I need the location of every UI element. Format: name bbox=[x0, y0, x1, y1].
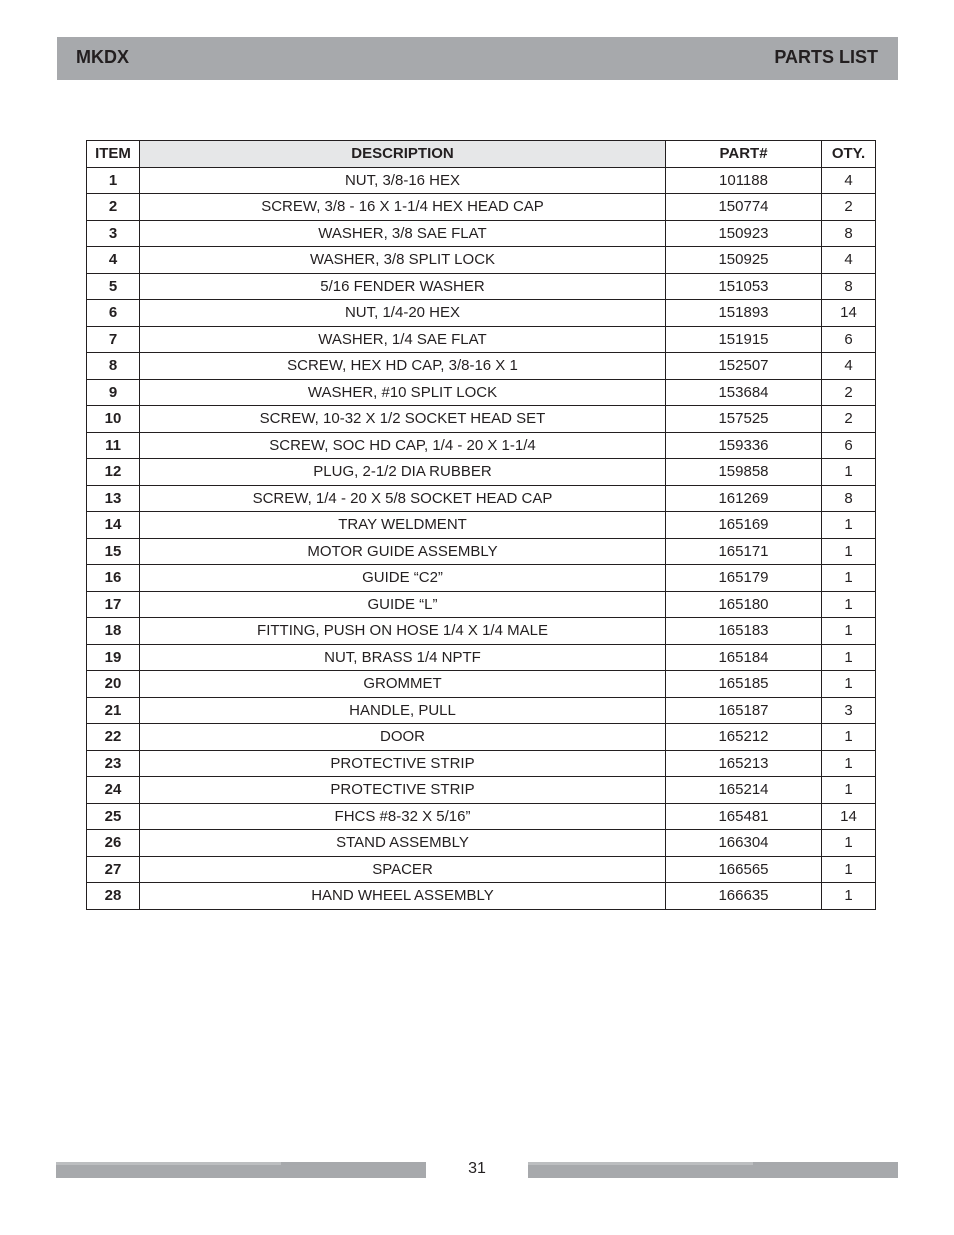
description-cell: SCREW, 3/8 - 16 X 1-1/4 HEX HEAD CAP bbox=[140, 194, 666, 221]
part-number-cell: 157525 bbox=[666, 406, 822, 433]
quantity-cell: 1 bbox=[822, 644, 876, 671]
quantity-cell: 8 bbox=[822, 485, 876, 512]
part-number-cell: 159858 bbox=[666, 459, 822, 486]
description-cell: FHCS #8-32 X 5/16” bbox=[140, 803, 666, 830]
part-number-cell: 151893 bbox=[666, 300, 822, 327]
header-description: DESCRIPTION bbox=[140, 141, 666, 168]
quantity-cell: 1 bbox=[822, 671, 876, 698]
description-cell: PLUG, 2-1/2 DIA RUBBER bbox=[140, 459, 666, 486]
part-number-cell: 166565 bbox=[666, 856, 822, 883]
description-cell: WASHER, 3/8 SPLIT LOCK bbox=[140, 247, 666, 274]
quantity-cell: 1 bbox=[822, 724, 876, 751]
part-number-cell: 165171 bbox=[666, 538, 822, 565]
part-number-cell: 165179 bbox=[666, 565, 822, 592]
part-number-cell: 150774 bbox=[666, 194, 822, 221]
quantity-cell: 1 bbox=[822, 591, 876, 618]
table-row bbox=[87, 565, 876, 592]
quantity-cell: 1 bbox=[822, 830, 876, 857]
quantity-cell: 8 bbox=[822, 220, 876, 247]
parts-table-body bbox=[87, 167, 876, 909]
page-number: 31 bbox=[468, 1160, 486, 1177]
part-number-cell: 151053 bbox=[666, 273, 822, 300]
table-row bbox=[87, 883, 876, 910]
table-row bbox=[87, 724, 876, 751]
table-row bbox=[87, 300, 876, 327]
description-cell: FITTING, PUSH ON HOSE 1/4 X 1/4 MALE bbox=[140, 618, 666, 645]
table-row bbox=[87, 194, 876, 221]
table-row bbox=[87, 432, 876, 459]
part-number-cell: 165169 bbox=[666, 512, 822, 539]
item-cell: 4 bbox=[87, 247, 140, 274]
item-cell: 6 bbox=[87, 300, 140, 327]
item-cell: 19 bbox=[87, 644, 140, 671]
item-cell: 1 bbox=[87, 167, 140, 194]
header-quantity: OTY. bbox=[822, 141, 876, 168]
part-number-cell: 152507 bbox=[666, 353, 822, 380]
part-number-cell: 165481 bbox=[666, 803, 822, 830]
item-cell: 28 bbox=[87, 883, 140, 910]
part-number-cell: 165185 bbox=[666, 671, 822, 698]
item-cell: 22 bbox=[87, 724, 140, 751]
description-cell: GUIDE “C2” bbox=[140, 565, 666, 592]
item-cell: 13 bbox=[87, 485, 140, 512]
item-cell: 11 bbox=[87, 432, 140, 459]
item-cell: 17 bbox=[87, 591, 140, 618]
item-cell: 23 bbox=[87, 750, 140, 777]
description-cell: WASHER, 3/8 SAE FLAT bbox=[140, 220, 666, 247]
table-row bbox=[87, 856, 876, 883]
footer-bar-left bbox=[56, 1162, 426, 1178]
quantity-cell: 1 bbox=[822, 459, 876, 486]
table-row bbox=[87, 697, 876, 724]
quantity-cell: 1 bbox=[822, 618, 876, 645]
table-row bbox=[87, 379, 876, 406]
footer-bar-right bbox=[528, 1162, 898, 1178]
part-number-cell: 150923 bbox=[666, 220, 822, 247]
model-title: MKDX bbox=[76, 47, 129, 67]
part-number-cell: 165212 bbox=[666, 724, 822, 751]
table-row bbox=[87, 644, 876, 671]
table-row bbox=[87, 803, 876, 830]
item-cell: 2 bbox=[87, 194, 140, 221]
description-cell: HANDLE, PULL bbox=[140, 697, 666, 724]
quantity-cell: 4 bbox=[822, 167, 876, 194]
item-cell: 26 bbox=[87, 830, 140, 857]
table-row bbox=[87, 326, 876, 353]
quantity-cell: 8 bbox=[822, 273, 876, 300]
quantity-cell: 14 bbox=[822, 803, 876, 830]
table-row bbox=[87, 618, 876, 645]
quantity-cell: 2 bbox=[822, 194, 876, 221]
description-cell: SCREW, 1/4 - 20 X 5/8 SOCKET HEAD CAP bbox=[140, 485, 666, 512]
quantity-cell: 14 bbox=[822, 300, 876, 327]
part-number-cell: 161269 bbox=[666, 485, 822, 512]
quantity-cell: 1 bbox=[822, 512, 876, 539]
description-cell: NUT, 1/4-20 HEX bbox=[140, 300, 666, 327]
table-row bbox=[87, 273, 876, 300]
part-number-cell: 165184 bbox=[666, 644, 822, 671]
part-number-cell: 159336 bbox=[666, 432, 822, 459]
header-part-number: PART# bbox=[666, 141, 822, 168]
description-cell: NUT, 3/8-16 HEX bbox=[140, 167, 666, 194]
item-cell: 7 bbox=[87, 326, 140, 353]
item-cell: 21 bbox=[87, 697, 140, 724]
description-cell: SCREW, SOC HD CAP, 1/4 - 20 X 1-1/4 bbox=[140, 432, 666, 459]
quantity-cell: 2 bbox=[822, 379, 876, 406]
description-cell: GUIDE “L” bbox=[140, 591, 666, 618]
quantity-cell: 1 bbox=[822, 856, 876, 883]
quantity-cell: 2 bbox=[822, 406, 876, 433]
table-row bbox=[87, 750, 876, 777]
part-number-cell: 153684 bbox=[666, 379, 822, 406]
item-cell: 16 bbox=[87, 565, 140, 592]
quantity-cell: 4 bbox=[822, 353, 876, 380]
section-title: PARTS LIST bbox=[774, 47, 878, 67]
table-row bbox=[87, 830, 876, 857]
quantity-cell: 1 bbox=[822, 883, 876, 910]
table-row bbox=[87, 485, 876, 512]
item-cell: 18 bbox=[87, 618, 140, 645]
table-row bbox=[87, 220, 876, 247]
description-cell: SCREW, HEX HD CAP, 3/8-16 X 1 bbox=[140, 353, 666, 380]
part-number-cell: 166304 bbox=[666, 830, 822, 857]
table-row bbox=[87, 591, 876, 618]
item-cell: 9 bbox=[87, 379, 140, 406]
quantity-cell: 1 bbox=[822, 777, 876, 804]
parts-table bbox=[86, 140, 876, 910]
description-cell: PROTECTIVE STRIP bbox=[140, 750, 666, 777]
table-row bbox=[87, 512, 876, 539]
description-cell: PROTECTIVE STRIP bbox=[140, 777, 666, 804]
description-cell: DOOR bbox=[140, 724, 666, 751]
item-cell: 24 bbox=[87, 777, 140, 804]
description-cell: HAND WHEEL ASSEMBLY bbox=[140, 883, 666, 910]
item-cell: 20 bbox=[87, 671, 140, 698]
item-cell: 14 bbox=[87, 512, 140, 539]
quantity-cell: 4 bbox=[822, 247, 876, 274]
description-cell: 5/16 FENDER WASHER bbox=[140, 273, 666, 300]
table-header-row bbox=[87, 141, 876, 168]
quantity-cell: 3 bbox=[822, 697, 876, 724]
description-cell: WASHER, #10 SPLIT LOCK bbox=[140, 379, 666, 406]
description-cell: SCREW, 10-32 X 1/2 SOCKET HEAD SET bbox=[140, 406, 666, 433]
part-number-cell: 165183 bbox=[666, 618, 822, 645]
table-row bbox=[87, 247, 876, 274]
item-cell: 5 bbox=[87, 273, 140, 300]
table-row bbox=[87, 406, 876, 433]
item-cell: 8 bbox=[87, 353, 140, 380]
part-number-cell: 165180 bbox=[666, 591, 822, 618]
table-row bbox=[87, 777, 876, 804]
table-row bbox=[87, 353, 876, 380]
description-cell: GROMMET bbox=[140, 671, 666, 698]
part-number-cell: 166635 bbox=[666, 883, 822, 910]
part-number-cell: 165213 bbox=[666, 750, 822, 777]
page-header bbox=[57, 37, 898, 80]
quantity-cell: 1 bbox=[822, 565, 876, 592]
part-number-cell: 165214 bbox=[666, 777, 822, 804]
item-cell: 15 bbox=[87, 538, 140, 565]
description-cell: TRAY WELDMENT bbox=[140, 512, 666, 539]
item-cell: 12 bbox=[87, 459, 140, 486]
part-number-cell: 101188 bbox=[666, 167, 822, 194]
table-row bbox=[87, 538, 876, 565]
quantity-cell: 1 bbox=[822, 750, 876, 777]
part-number-cell: 165187 bbox=[666, 697, 822, 724]
item-cell: 25 bbox=[87, 803, 140, 830]
table-row bbox=[87, 671, 876, 698]
description-cell: WASHER, 1/4 SAE FLAT bbox=[140, 326, 666, 353]
quantity-cell: 1 bbox=[822, 538, 876, 565]
item-cell: 27 bbox=[87, 856, 140, 883]
item-cell: 10 bbox=[87, 406, 140, 433]
part-number-cell: 151915 bbox=[666, 326, 822, 353]
description-cell: SPACER bbox=[140, 856, 666, 883]
table-row bbox=[87, 167, 876, 194]
quantity-cell: 6 bbox=[822, 326, 876, 353]
description-cell: NUT, BRASS 1/4 NPTF bbox=[140, 644, 666, 671]
description-cell: MOTOR GUIDE ASSEMBLY bbox=[140, 538, 666, 565]
header-item: ITEM bbox=[87, 141, 140, 168]
description-cell: STAND ASSEMBLY bbox=[140, 830, 666, 857]
quantity-cell: 6 bbox=[822, 432, 876, 459]
part-number-cell: 150925 bbox=[666, 247, 822, 274]
item-cell: 3 bbox=[87, 220, 140, 247]
table-row bbox=[87, 459, 876, 486]
